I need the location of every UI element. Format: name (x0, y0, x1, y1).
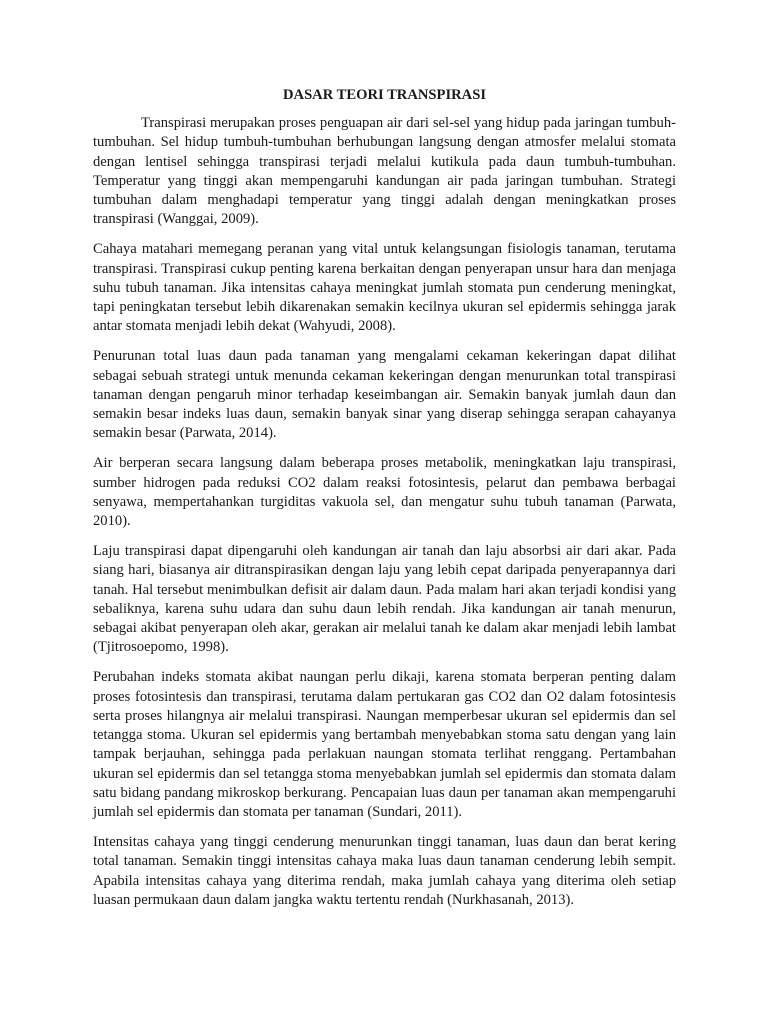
document-title: DASAR TEORI TRANSPIRASI (282, 87, 486, 103)
paragraph-7: Intensitas cahaya yang tinggi cenderung menurunkan tinggi tanaman, luas daun dan berat kering total tanaman. Semakin tinggi intensitas cahaya maka luas daun tanaman cenderung lebih sempit. Apabila intensitas cahaya yang diterima rendah, maka jumlah cahaya yang diterima oleh setiap luasan permukaan daun dalam jangka waktu tertentu rendah (Nurkhasanah, 2013). (93, 834, 676, 908)
paragraph-4: Air berperan secara langsung dalam beberapa proses metabolik, meningkatkan laju transpirasi, sumber hidrogen pada reduksi CO2 dalam reaksi fotosintesis, pelarut dan pembawa berbagai senyawa, mempertahankan turgiditas vakuola sel, dan mengatur suhu tubuh tanaman (Parwata, 2010). (93, 455, 676, 530)
paragraph-6: Perubahan indeks stomata akibat naungan perlu dikaji, karena stomata berperan penting dalam proses fotosintesis dan transpirasi, terutama dalam pertukaran gas CO2 dan O2 dalam fotosintesis serta proses hilangnya air melalui transpirasi. Naungan memperbesar ukuran sel epidermis dan sel tetangga stoma. Ukuran sel epidermis yang bertambah menyebabkan stoma satu dengan yang lain tampak berjauhan, sehingga pada perlakuan naungan stomata terlihat renggang. Pertambahan ukuran sel epidermis dan sel tetangga stoma menyebabkan jumlah sel epidermis dan stomata dalam satu bidang pandang mikroskop berkurang. Pencapaian luas daun per tanaman akan mempengaruhi jumlah sel epidermis dan stomata per tanaman (Sundari, 2011). (93, 669, 676, 820)
paragraph-2: Cahaya matahari memegang peranan yang vital untuk kelangsungan fisiologis tanaman, terutama transpirasi. Transpirasi cukup penting karena berkaitan dengan penyerapan unsur hara dan menjaga suhu tubuh tanaman. Jika intensitas cahaya meningkat jumlah stomata pun cenderung meningkat, tapi peningkatan tersebut lebih dikarenakan semakin kecilnya ukuran sel epidermis sehingga jarak antar stomata menjadi lebih dekat (Wahyudi, 2008). (93, 241, 676, 335)
paragraph-5: Laju transpirasi dapat dipengaruhi oleh kandungan air tanah dan laju absorbsi air dari akar. Pada siang hari, biasanya air ditranspirasikan dengan laju yang lebih cepat daripada penyerapannya dari tanah. Hal tersebut menimbulkan defisit air dalam daun. Pada malam hari akan terjadi kondisi yang sebaliknya, karena suhu udara dan suhu daun lebih rendah. Jika kandungan air tanah menurun, sebagai akibat penyerapan oleh akar, gerakan air melalui tanah ke dalam akar menjadi lebih lambat (Tjitrosoepomo, 1998). (93, 543, 676, 656)
document-page (93, 86, 676, 921)
paragraph-3: Penurunan total luas daun pada tanaman yang mengalami cekaman kekeringan dapat dilihat sebagai sebuah strategi untuk menunda cekaman kekeringan dengan menurunkan total transpirasi tanaman dengan pengaruh minor terhadap keseimbangan air. Semakin banyak jumlah daun dan semakin besar indeks luas daun, semakin banyak sinar yang diserap sehingga serapan cahayanya semakin besar (Parwata, 2014). (93, 348, 676, 442)
paragraph-1: Transpirasi merupakan proses penguapan air dari sel-sel yang hidup pada jaringan tumbuh-tumbuhan. Sel hidup tumbuh-tumbuhan berhubungan langsung dengan atmosfer melalui stomata dengan lentisel sehingga transpirasi terjadi melalui kutikula pada daun tumbuh-tumbuhan. Temperatur yang tinggi akan mempengaruhi kandungan air pada jaringan tumbuhan. Strategi tumbuhan dalam menghadapi temperatur yang tinggi adalah dengan meningkatkan proses transpirasi (Wanggai, 2009). (93, 115, 676, 228)
